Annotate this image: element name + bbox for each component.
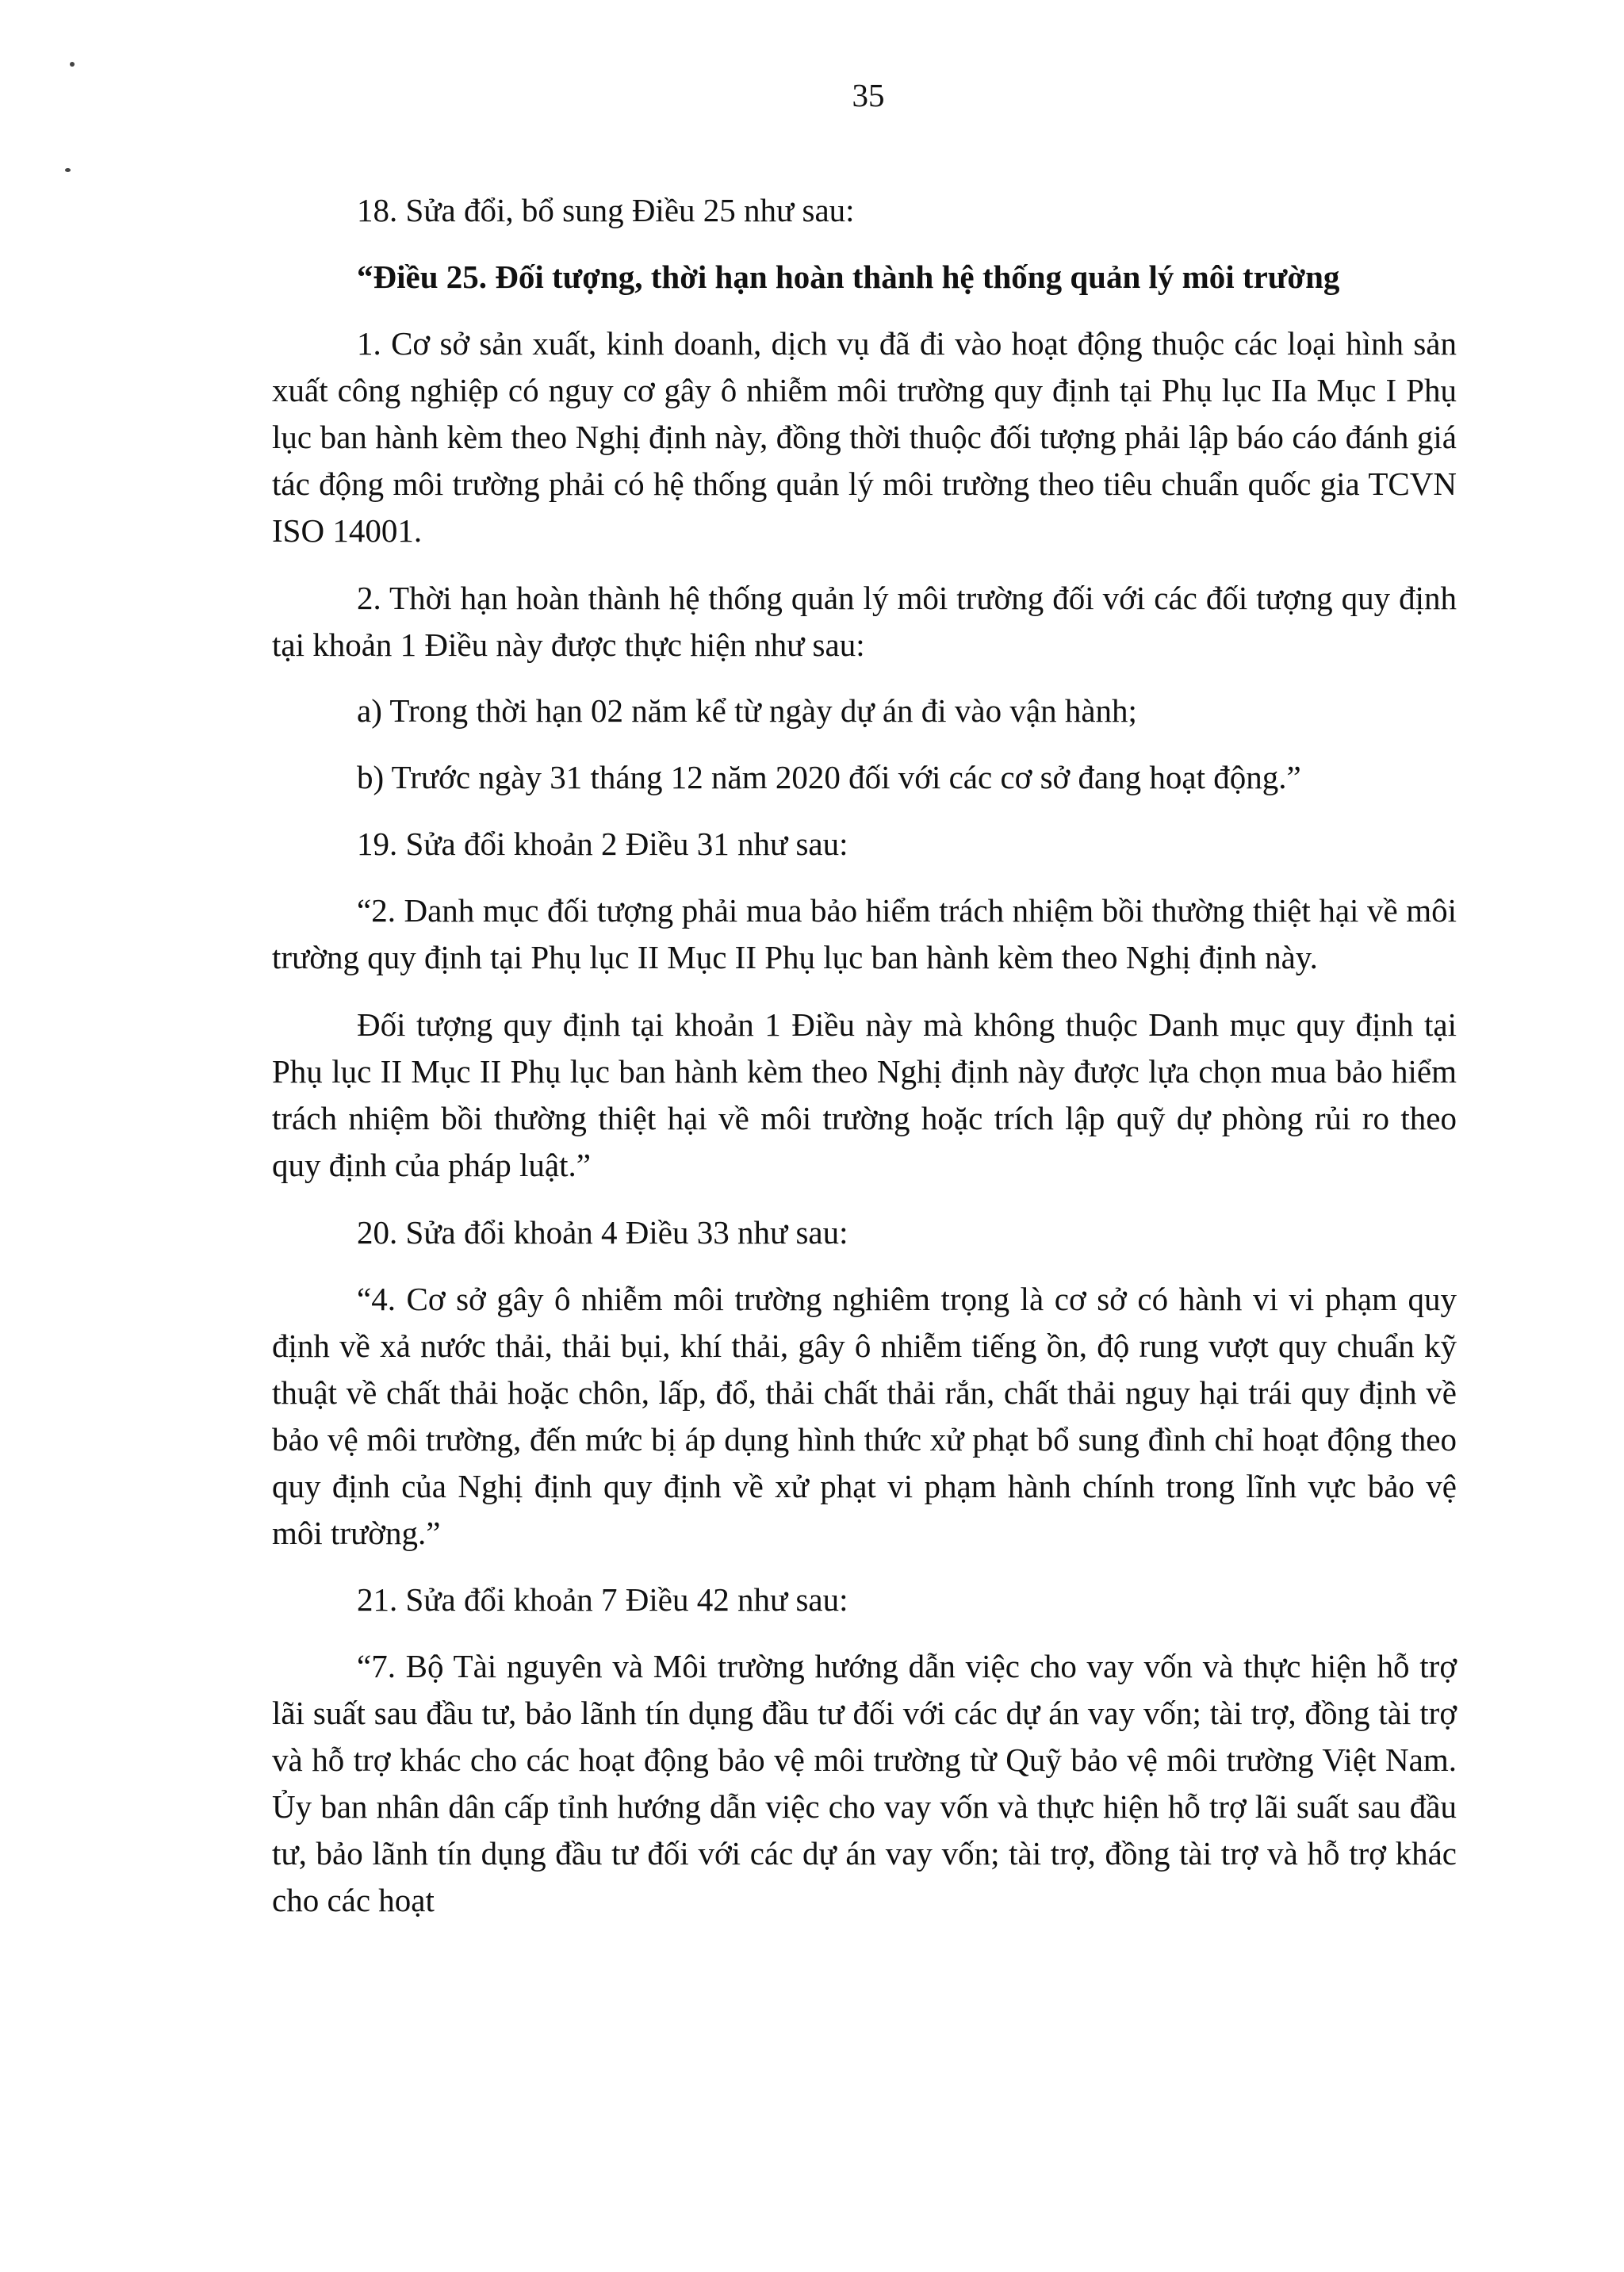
article-31-clause-2: “2. Danh mục đối tượng phải mua bảo hiểm trách nhiệm bồi thường thiệt hại về môi trường quy định tại Phụ lục II Mục II Phụ lục ban hành kèm theo Nghị định này.: [272, 892, 1457, 975]
amendment-item-20: 20. Sửa đổi khoản 4 Điều 33 như sau:: [357, 1214, 848, 1251]
article-25-clause-2: 2. Thời hạn hoàn thành hệ thống quản lý môi trường đối với các đối tượng quy định tại khoản 1 Điều này được thực hiện như sau:: [272, 580, 1457, 663]
article-42-clause-7: “7. Bộ Tài nguyên và Môi trường hướng dẫn việc cho vay vốn và thực hiện hỗ trợ lãi suất sau đầu tư, bảo lãnh tín dụng đầu tư đối với các dự án vay vốn; tài trợ, đồng tài trợ và hỗ trợ khác cho các hoạt động bảo vệ môi trường từ Quỹ bảo vệ môi trường Việt Nam. Ủy ban nhân dân cấp tỉnh hướng dẫn việc cho vay vốn và thực hiện hỗ trợ lãi suất sau đầu tư, bảo lãnh tín dụng đầu tư đối với các dự án vay vốn; tài trợ, đồng tài trợ và hỗ trợ khác cho các hoạt: [272, 1648, 1457, 1918]
amendment-item-19: 19. Sửa đổi khoản 2 Điều 31 như sau:: [357, 826, 848, 862]
article-25-clause-1: 1. Cơ sở sản xuất, kinh doanh, dịch vụ đã đi vào hoạt động thuộc các loại hình sản xuất công nghiệp có nguy cơ gây ô nhiễm môi trường quy định tại Phụ lục IIa Mục I Phụ lục ban hành kèm theo Nghị định này, đồng thời thuộc đối tượng phải lập báo cáo đánh giá tác động môi trường phải có hệ thống quản lý môi trường theo tiêu chuẩn quốc gia TCVN ISO 14001.: [272, 325, 1457, 549]
scan-speck: [70, 62, 75, 67]
scan-speck: [65, 168, 71, 172]
article-31-clause-2-continued: Đối tượng quy định tại khoản 1 Điều này mà không thuộc Danh mục quy định tại Phụ lục II Mục II Phụ lục ban hành kèm theo Nghị định này được lựa chọn mua bảo hiểm trách nhiệm bồi thường thiệt hại về môi trường hoặc trích lập quỹ dự phòng rủi ro theo quy định của pháp luật.”: [272, 1006, 1457, 1183]
article-25-heading: “Điều 25. Đối tượng, thời hạn hoàn thành hệ thống quản lý môi trường: [357, 259, 1340, 295]
page-number: 35: [852, 77, 885, 113]
document-body: [272, 187, 1457, 1924]
article-25-point-a: a) Trong thời hạn 02 năm kể từ ngày dự án đi vào vận hành;: [357, 692, 1137, 729]
article-25-point-b: b) Trước ngày 31 tháng 12 năm 2020 đối với các cơ sở đang hoạt động.”: [357, 759, 1301, 795]
amendment-item-18: 18. Sửa đổi, bổ sung Điều 25 như sau:: [357, 192, 855, 228]
article-33-clause-4: “4. Cơ sở gây ô nhiễm môi trường nghiêm trọng là cơ sở có hành vi vi phạm quy định về xả nước thải, thải bụi, khí thải, gây ô nhiễm tiếng ồn, độ rung vượt quy chuẩn kỹ thuật về chất thải hoặc chôn, lấp, đổ, thải chất thải rắn, chất thải nguy hại trái quy định về bảo vệ môi trường, đến mức bị áp dụng hình thức xử phạt bổ sung đình chỉ hoạt động theo quy định của Nghị định quy định về xử phạt vi phạm hành chính trong lĩnh vực bảo vệ môi trường.”: [272, 1281, 1457, 1551]
amendment-item-21: 21. Sửa đổi khoản 7 Điều 42 như sau:: [357, 1581, 848, 1618]
